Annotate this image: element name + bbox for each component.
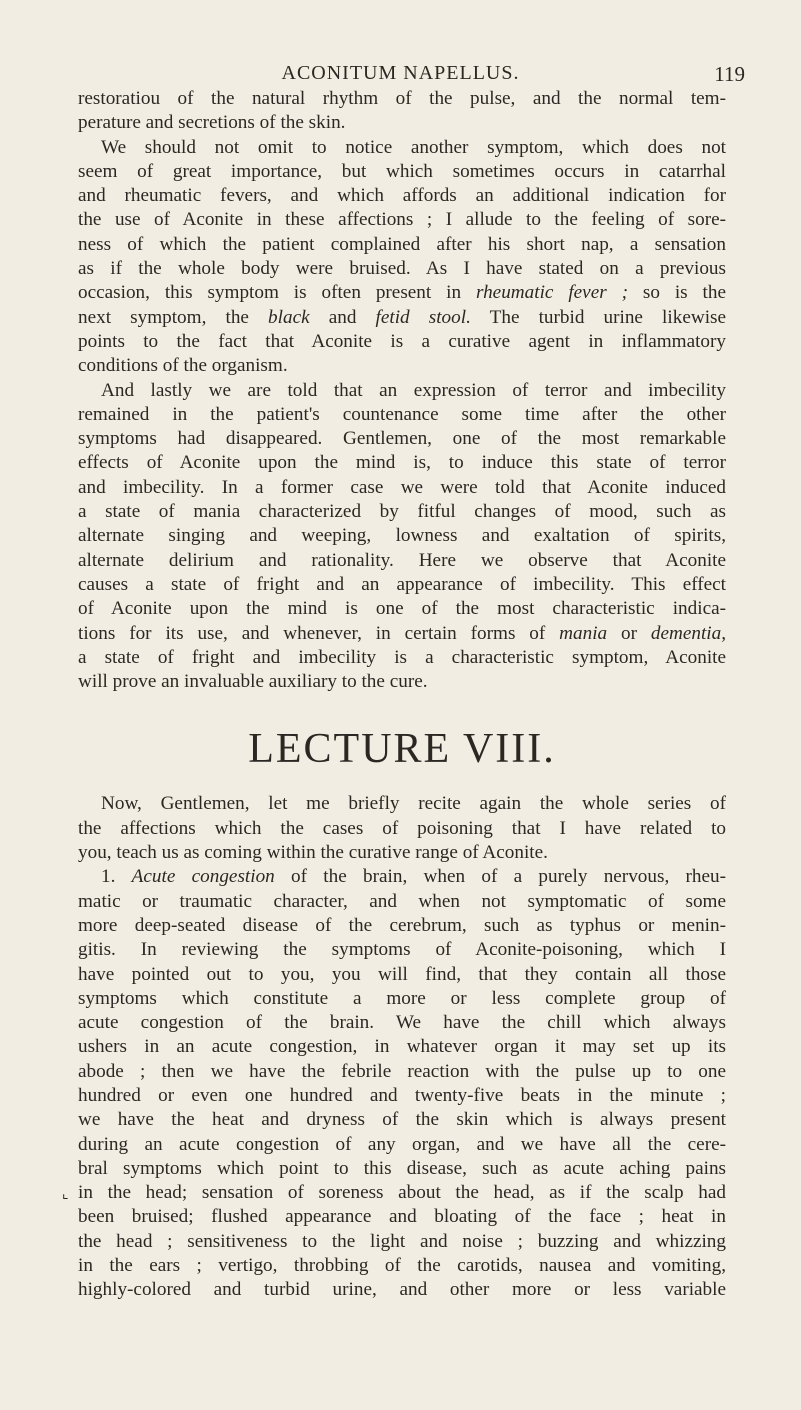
text-line: the use of Aconite in these affections ; I allude to the feeling of sore- (78, 209, 726, 231)
text-line: gitis. In reviewing the symptoms of Aconite-poisoning, which I (78, 939, 726, 961)
text-line: the head ; sensitiveness to the light and noise ; buzzing and whizzing (78, 1230, 726, 1252)
text-span: next symptom, the (78, 306, 269, 328)
text-line: bral symptoms which point to this disease, such as acute aching pains (78, 1157, 726, 1179)
text-line: seem of great importance, but which sometimes occurs in catarrhal (78, 160, 726, 182)
text-line: conditions of the organism. (78, 355, 288, 377)
text-line: we have the heat and dryness of the skin which is always present (78, 1109, 726, 1131)
text-line: in the head; sensation of soreness about the head, as if the scalp had (78, 1182, 726, 1204)
text-line: abode ; then we have the febrile reaction with the pulse up to one (78, 1060, 726, 1082)
paragraph-5 (78, 865, 726, 1302)
text-line: more deep-seated disease of the cerebrum, such as typhus or menin- (78, 914, 726, 936)
text-span: so is the (627, 282, 726, 304)
text-line: matic or traumatic character, and when not symptomatic of some (78, 890, 726, 912)
text-line: perature and secretions of the skin. (78, 112, 346, 134)
paragraph-2 (78, 136, 726, 379)
text-line (78, 306, 726, 330)
text-line: And lastly we are told that an expression of terror and imbecility (101, 379, 726, 401)
text-line: effects of Aconite upon the mind is, to induce this state of terror (78, 452, 726, 474)
italic-term: dementia, (650, 622, 726, 644)
text-line: alternate delirium and rationality. Here we observe that Aconite (78, 549, 726, 571)
paragraph-3 (78, 379, 726, 695)
text-line: a state of fright and imbecility is a characteristic symptom, Aconite (78, 646, 726, 668)
text-line: causes a state of fright and an appearance of imbecility. This effect (78, 573, 726, 595)
text-line: a state of mania characterized by fitful changes of mood, such as (78, 501, 726, 523)
text-line (78, 281, 726, 305)
text-line: you, teach us as coming within the curative range of Aconite. (78, 842, 548, 864)
text-span: tions for its use, and whenever, in certain forms of (78, 622, 560, 644)
text-line: symptoms which constitute a more or less complete group of (78, 987, 726, 1009)
paragraph-1 (78, 87, 726, 136)
italic-term: black (268, 306, 310, 328)
italic-term: Acute congestion (131, 866, 275, 888)
text-line: during an acute congestion of any organ, and we have all the cere- (78, 1133, 726, 1155)
italic-term: fetid stool. (375, 306, 471, 328)
text-line: highly-colored and turbid urine, and other more or less variable (78, 1279, 726, 1301)
text-span: occasion, this symptom is often present in (78, 282, 476, 304)
text-span: The turbid urine likewise (470, 306, 726, 328)
text-line: symptoms had disappeared. Gentlemen, one of the most remarkable (78, 428, 726, 450)
lecture-heading: LECTURE VIII. (248, 726, 556, 773)
text-line: as if the whole body were bruised. As I have stated on a previous (78, 258, 726, 280)
body-text (78, 87, 726, 1303)
text-span: or (607, 622, 651, 644)
text-line: have pointed out to you, you will find, that they contain all those (78, 963, 726, 985)
text-span: of the brain, when of a purely nervous, rheu- (274, 866, 726, 888)
running-title: ACONITUM NAPELLUS. (281, 62, 520, 84)
italic-term: mania (559, 622, 608, 644)
text-line: Now, Gentlemen, let me briefly recite again the whole series of (101, 793, 726, 815)
text-line: will prove an invaluable auxiliary to the cure. (78, 671, 428, 693)
page-number: 119 (714, 62, 745, 86)
text-line: and imbecility. In a former case we were told that Aconite induced (78, 476, 726, 498)
text-line: ness of which the patient complained after his short nap, a sensation (78, 233, 726, 255)
text-line: hundred or even one hundred and twenty-five beats in the minute ; (78, 1084, 726, 1106)
text-line: the affections which the cases of poisoning that I have related to (78, 817, 726, 839)
text-line (78, 622, 726, 646)
text-span: and (309, 306, 376, 328)
text-line: alternate singing and weeping, lowness and exaltation of spirits, (78, 525, 726, 547)
text-line: in the ears ; vertigo, throbbing of the carotids, nausea and vomiting, (78, 1255, 726, 1277)
paragraph-4 (78, 792, 726, 865)
text-line (78, 865, 726, 889)
text-line: We should not omit to notice another symptom, which does not (101, 136, 726, 158)
text-line: of Aconite upon the mind is one of the most characteristic indica- (78, 598, 726, 620)
list-number: 1. (101, 866, 132, 888)
text-line: remained in the patient's countenance some time after the other (78, 403, 726, 425)
text-line: acute congestion of the brain. We have the chill which always (78, 1012, 726, 1034)
italic-term: rheumatic fever ; (475, 282, 628, 304)
text-line: ushers in an acute congestion, in whatever organ it may set up its (78, 1036, 726, 1058)
text-line: been bruised; flushed appearance and bloating of the face ; heat in (78, 1206, 726, 1228)
margin-mark: ⌞ (62, 1187, 69, 1202)
text-line: restoratiou of the natural rhythm of the pulse, and the normal tem- (78, 88, 726, 109)
text-line: points to the fact that Aconite is a curative agent in inflammatory (78, 330, 726, 352)
text-line: and rheumatic fevers, and which affords an additional indication for (78, 185, 726, 207)
